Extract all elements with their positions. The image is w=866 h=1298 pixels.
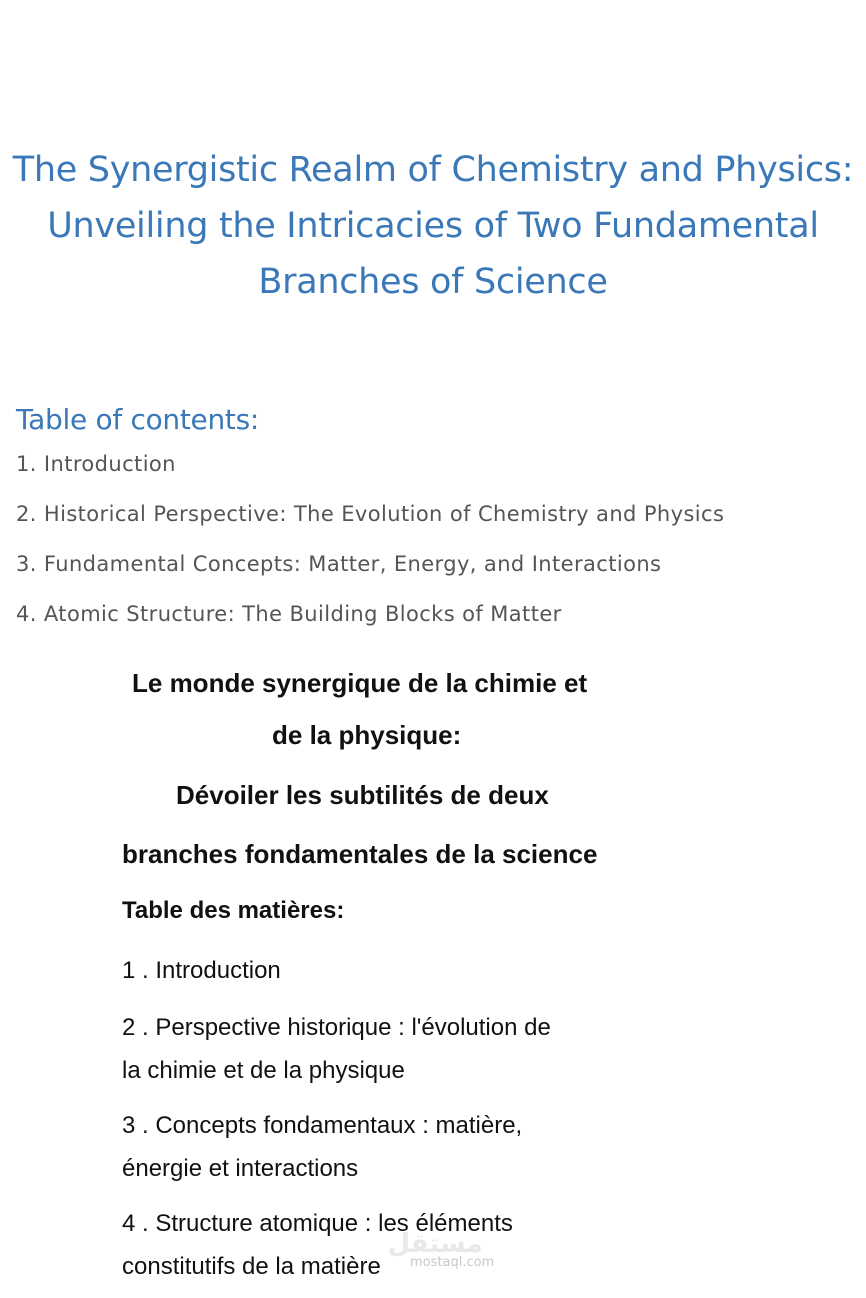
english-toc-item: 2. Historical Perspective: The Evolution of Chemistry and Physics [16,502,725,526]
french-toc-item [122,1202,642,1288]
french-toc-item-line: 3 . Concepts fondamentaux : matière, [122,1112,523,1139]
french-toc-item [122,1006,642,1092]
english-title-line: The Synergistic Realm of Chemistry and Physics: [12,150,854,190]
french-toc-item [122,1104,642,1190]
english-title-line: Unveiling the Intricacies of Two Fundamental [47,206,819,246]
english-toc-item: 1. Introduction [16,452,176,476]
french-toc-item-line: constitutifs de la matière [122,1253,381,1280]
english-toc-item: 4. Atomic Structure: The Building Blocks of Matter [16,602,562,626]
english-title [0,142,866,310]
french-title-line: de la physique: [272,720,462,750]
english-toc-list [16,448,724,648]
french-toc-item-line: énergie et interactions [122,1155,359,1182]
french-title-line: Le monde synergique de la chimie et [132,668,588,698]
english-toc-item: 3. Fundamental Concepts: Matter, Energy, and Interactions [16,552,662,576]
french-toc-heading: Table des matières: [122,897,345,924]
watermark-text: mostaql.com [410,1255,495,1270]
french-toc-item-line: la chimie et de la physique [122,1057,405,1084]
french-toc-item-line: 4 . Structure atomique : les éléments [122,1210,513,1237]
french-toc-item [122,949,642,992]
english-title-line: Branches of Science [258,262,608,302]
french-title-line: Dévoiler les subtilités de deux [176,780,549,810]
french-toc-item-line: 2 . Perspective historique : l'évolution de [122,1014,551,1041]
french-toc-item-line: 1 . Introduction [122,957,281,984]
french-title-line: branches fondamentales de la science [122,839,598,869]
svg-text:مستقل: مستقل [387,1229,483,1259]
english-toc-heading: Table of contents: [16,403,260,436]
